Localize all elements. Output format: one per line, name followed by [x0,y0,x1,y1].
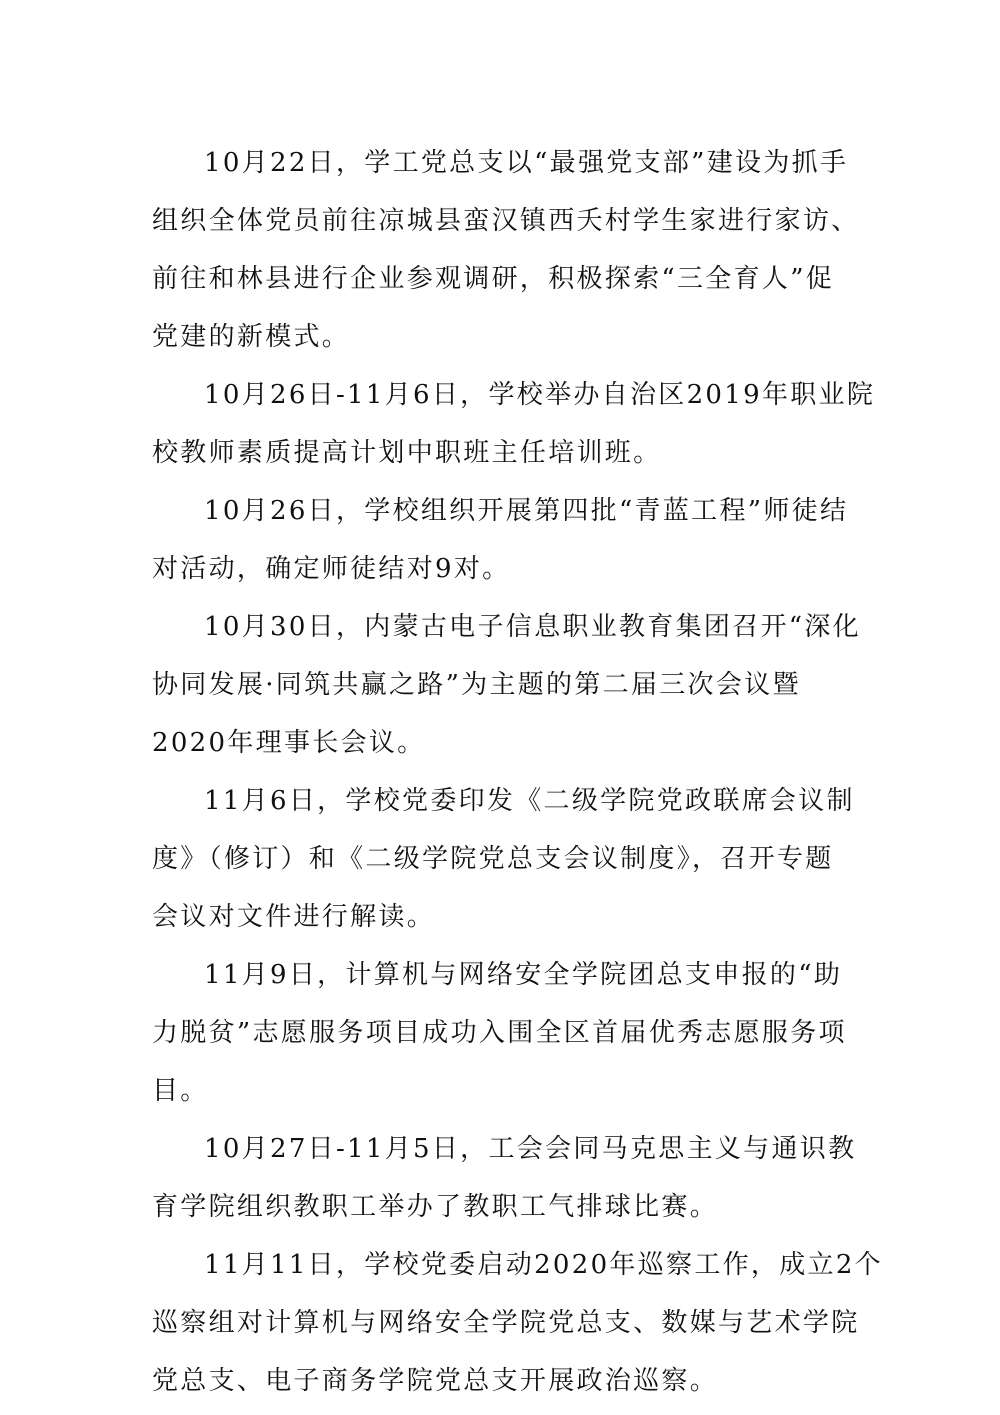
paragraph-5 [152,772,855,946]
paragraph-line: 11月11日，学校党委启动2020年巡察工作，成立2个 [204,1250,883,1280]
paragraph-line: 党总支、电子商务学院党总支开展政治巡察。 [152,1366,719,1396]
paragraph-line: 党建的新模式。 [152,322,351,352]
paragraph-7 [152,1120,857,1236]
paragraph-line: 力脱贫”志愿服务项目成功入围全区首届优秀志愿服务项 [152,1018,847,1048]
paragraph-line: 校教师素质提高计划中职班主任培训班。 [152,438,662,468]
paragraph-6 [152,946,849,1120]
paragraph-line: 10月27日-11月5日，工会会同马克思主义与通识教 [204,1134,857,1164]
paragraph-line: 度》（修订）和《二级学院党总支会议制度》，召开专题 [152,844,834,874]
paragraph-line: 育学院组织教职工举办了教职工气排球比赛。 [152,1192,719,1222]
paragraph-line: 10月26日-11月6日，学校举办自治区2019年职业院 [204,380,876,410]
paragraph-line: 会议对文件进行解读。 [152,902,436,932]
paragraph-1 [152,134,860,366]
paragraph-line: 组织全体党员前往凉城县蛮汉镇西夭村学生家进行家访、 [152,206,860,236]
paragraph-line: 11月6日，学校党委印发《二级学院党政联席会议制 [204,786,855,816]
paragraph-2 [152,366,876,482]
paragraph-line: 目。 [152,1076,209,1106]
paragraph-line: 11月9日，计算机与网络安全学院团总支申报的“助 [204,960,843,990]
paragraph-line: 巡察组对计算机与网络安全学院党总支、数媒与艺术学院 [152,1308,860,1338]
paragraph-line: 2020年理事长会议。 [152,728,426,758]
paragraph-line: 10月26日，学校组织开展第四批“青蓝工程”师徒结 [204,496,849,526]
paragraph-line: 10月30日，内蒙古电子信息职业教育集团召开“深化 [204,612,861,642]
paragraph-line: 10月22日，学工党总支以“最强党支部”建设为抓手 [204,148,849,178]
paragraph-line: 协同发展·同筑共赢之路”为主题的第二届三次会议暨 [152,670,801,700]
paragraph-3 [152,482,849,598]
paragraph-line: 对活动，确定师徒结对9对。 [152,554,511,584]
paragraph-4 [152,598,861,772]
paragraph-8 [152,1236,883,1410]
document-body [152,134,883,1410]
paragraph-line: 前往和林县进行企业参观调研，积极探索“三全育人”促 [152,264,835,294]
